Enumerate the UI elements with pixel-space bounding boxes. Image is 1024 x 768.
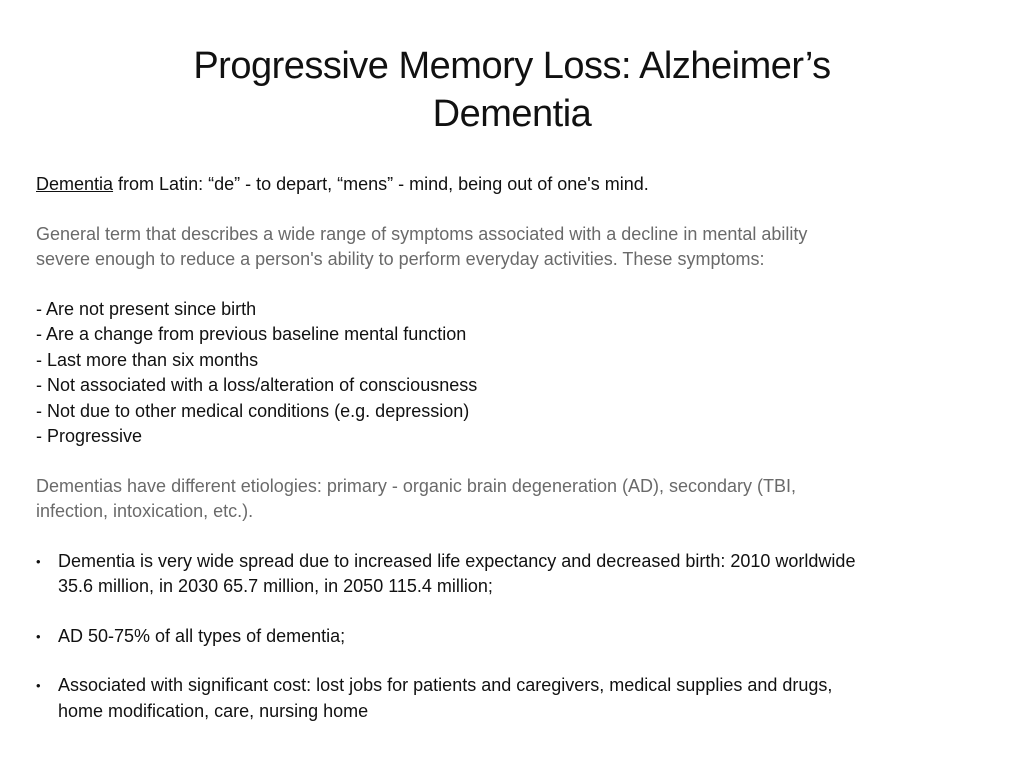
definition-paragraph <box>36 172 976 198</box>
bullet-dot: • <box>36 628 41 644</box>
symptom-item: - Are not present since birth <box>36 298 257 319</box>
bullet-line-2: home modification, care, nursing home <box>58 700 369 721</box>
definition-text: from Latin: “de” - to depart, “mens” - mind, being out of one's mind. <box>113 174 649 194</box>
slide-title <box>60 42 964 138</box>
title-line-1: Progressive Memory Loss: Alzheimer’s <box>193 45 831 87</box>
symptom-list <box>36 297 976 450</box>
etiologies-line-1: Dementias have different etiologies: primary - organic brain degeneration (AD), secondary (TBI, <box>36 475 797 496</box>
etiologies-paragraph <box>36 474 976 525</box>
general-line-2: severe enough to reduce a person's ability to perform everyday activities. These symptoms: <box>36 249 765 269</box>
symptom-item: - Progressive <box>36 426 143 446</box>
bullet-item <box>36 673 976 724</box>
bullet-dot: • <box>36 678 41 693</box>
bullet-item <box>36 549 976 600</box>
symptom-item: - Not associated with a loss/alteration of consciousness <box>36 375 478 395</box>
definition-term: Dementia <box>36 174 114 194</box>
bullet-item <box>36 624 976 650</box>
bullet-dot: • <box>36 553 41 569</box>
symptom-item: - Last more than six months <box>36 349 259 370</box>
symptom-item: - Are a change from previous baseline mental function <box>36 324 467 344</box>
general-paragraph <box>36 222 976 273</box>
bullet-line-2: 35.6 million, in 2030 65.7 million, in 2050 115.4 million; <box>58 576 493 596</box>
bullet-line-1: Associated with significant cost: lost jobs for patients and caregivers, medical supplies and drugs, <box>58 675 833 695</box>
bullet-list <box>36 549 976 725</box>
slide-body <box>36 172 976 724</box>
bullet-line-1: Dementia is very wide spread due to increased life expectancy and decreased birth: 2010 worldwide <box>58 550 856 571</box>
general-line-1: General term that describes a wide range of symptoms associated with a decline in mental ability <box>36 223 808 244</box>
title-line-2: Dementia <box>432 93 592 135</box>
bullet-line-1: AD 50-75% of all types of dementia; <box>58 625 346 646</box>
symptom-item: - Not due to other medical conditions (e.g. depression) <box>36 400 470 421</box>
etiologies-line-2: infection, intoxication, etc.). <box>36 501 254 521</box>
